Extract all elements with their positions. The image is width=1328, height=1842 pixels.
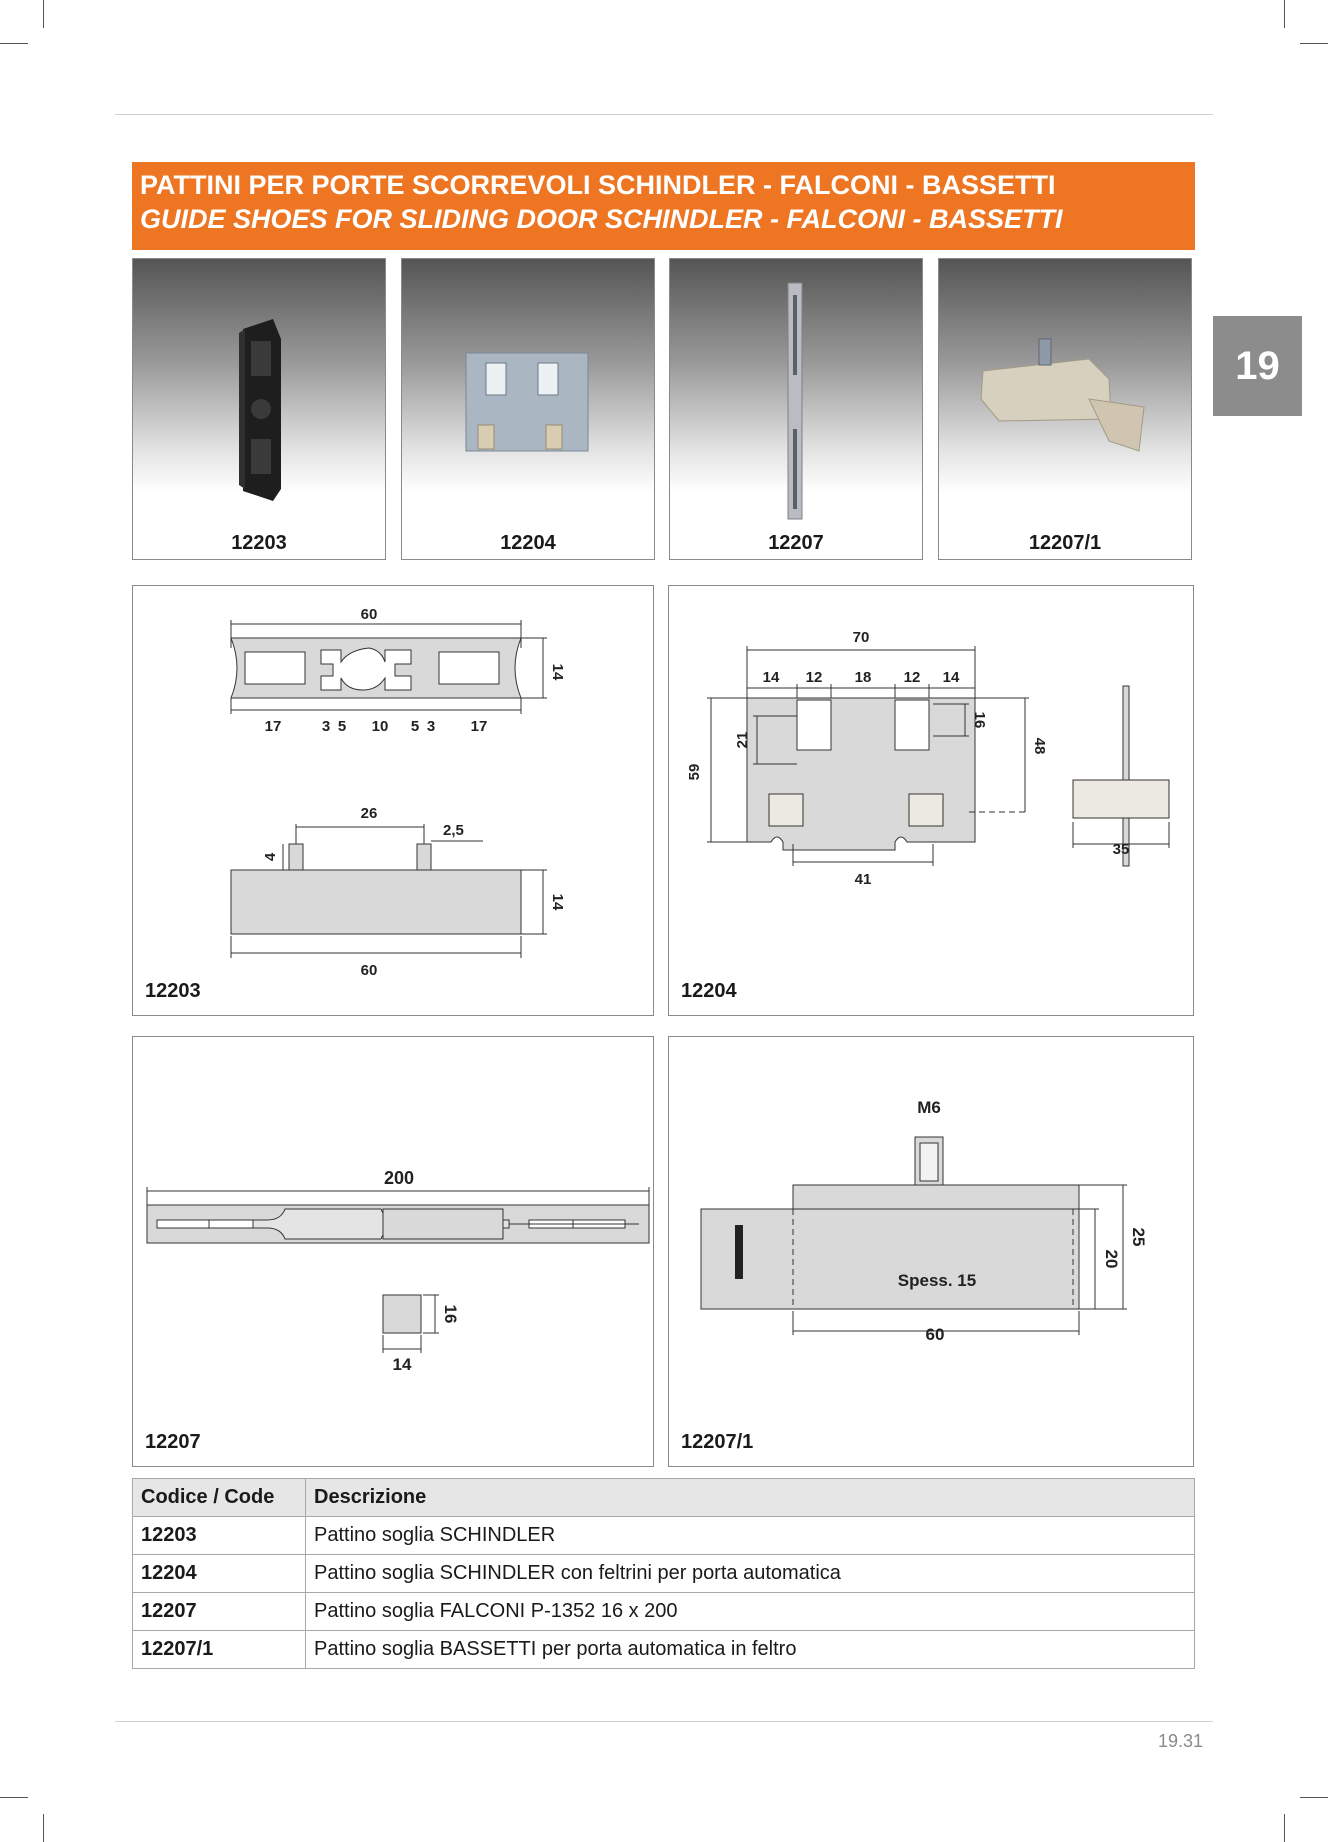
- title-italian: PATTINI PER PORTE SCORREVOLI SCHINDLER - FALCONI - BASSETTI: [140, 170, 1056, 200]
- dim-seg: 14: [762, 669, 780, 686]
- thickness-label: Spess. 15: [897, 1271, 977, 1290]
- dim-length: 200: [383, 1168, 415, 1188]
- dim-pin-spacing: 26: [360, 805, 378, 822]
- crop-mark: [1300, 1797, 1328, 1798]
- dim-window-height: 21: [734, 731, 751, 749]
- cell-description: Pattino soglia SCHINDLER con feltrini per porta automatica: [306, 1555, 1195, 1593]
- table-row: [133, 1555, 1195, 1593]
- drawing-code: 12203: [145, 980, 201, 1002]
- bottom-rule: [115, 1721, 1213, 1722]
- crop-mark: [1284, 0, 1285, 28]
- dim-seg: 12: [903, 669, 921, 686]
- section-tab: 19: [1213, 316, 1302, 416]
- photo-12207: [669, 258, 923, 560]
- dim-seg: 17: [264, 718, 282, 735]
- dim-pin-height: 4: [262, 852, 279, 862]
- dim-seg: 12: [805, 669, 823, 686]
- photo-caption: 12204: [500, 532, 556, 554]
- crop-mark: [1300, 43, 1328, 44]
- dim-side-height: 14: [549, 893, 566, 911]
- photo-12203: [132, 258, 386, 560]
- technical-drawing: [669, 586, 1195, 1017]
- page-header: [132, 162, 1195, 250]
- cell-description: Pattino soglia SCHINDLER: [306, 1517, 1195, 1555]
- dim-section-w: 14: [392, 1355, 412, 1374]
- photo-12207-1: [938, 258, 1192, 560]
- dim-width: 60: [360, 606, 378, 623]
- table-row: [133, 1631, 1195, 1669]
- crop-mark: [43, 1814, 44, 1842]
- table-row: [133, 1517, 1195, 1555]
- top-rule: [115, 114, 1213, 115]
- table-row: [133, 1593, 1195, 1631]
- technical-drawing: [133, 586, 655, 1017]
- dim-seg: 3: [426, 718, 436, 735]
- technical-drawing: [133, 1037, 655, 1468]
- drawing-12204: [668, 585, 1194, 1016]
- dim-base-width: 60: [925, 1325, 945, 1344]
- dim-section-h: 16: [441, 1304, 460, 1324]
- drawing-12207-1: [668, 1036, 1194, 1467]
- drawing-code: 12207: [145, 1431, 201, 1453]
- dim-seg: 5: [337, 718, 347, 735]
- crop-mark: [43, 0, 44, 28]
- dim-seg: 3: [321, 718, 331, 735]
- dim-seg: 17: [470, 718, 488, 735]
- dim-side-width: 60: [360, 962, 378, 979]
- cell-code: 12207/1: [133, 1631, 306, 1669]
- dim-seg: 10: [371, 718, 389, 735]
- page-number: 19.31: [1158, 1731, 1204, 1751]
- dim-window-side: 16: [971, 711, 988, 729]
- product-image: [133, 259, 387, 561]
- title-english: GUIDE SHOES FOR SLIDING DOOR SCHINDLER - FALCONI - BASSETTI: [140, 204, 1063, 234]
- cell-code: 12203: [133, 1517, 306, 1555]
- dim-height-total: 25: [1129, 1227, 1148, 1247]
- photo-12204: [401, 258, 655, 560]
- product-table: [132, 1478, 1195, 1669]
- drawing-code: 12207/1: [681, 1431, 754, 1453]
- crop-mark: [0, 43, 28, 44]
- crop-mark: [1284, 1814, 1285, 1842]
- technical-drawing: [669, 1037, 1195, 1468]
- drawing-12203: [132, 585, 654, 1016]
- drawing-code: 12204: [681, 980, 737, 1002]
- photo-caption: 12207/1: [1028, 532, 1102, 554]
- crop-mark: [0, 1797, 28, 1798]
- photo-caption: 12203: [231, 532, 287, 554]
- cell-code: 12207: [133, 1593, 306, 1631]
- dim-height-inner: 20: [1102, 1249, 1121, 1269]
- dim-seg: 18: [854, 669, 872, 686]
- dim-height-total: 59: [686, 763, 703, 781]
- cell-description: Pattino soglia FALCONI P-1352 16 x 200: [306, 1593, 1195, 1631]
- dim-pin-width: 2,5: [443, 822, 464, 839]
- header-description: Descrizione: [306, 1479, 1195, 1517]
- cell-code: 12204: [133, 1555, 306, 1593]
- table-header-row: [133, 1479, 1195, 1517]
- dim-width: 70: [852, 629, 870, 646]
- dim-seg: 14: [942, 669, 960, 686]
- product-image: [670, 259, 924, 561]
- dim-felt-spacing: 41: [854, 871, 872, 888]
- dim-felt-height: 48: [1031, 737, 1048, 755]
- product-image: [939, 259, 1193, 561]
- dim-seg: 5: [410, 718, 420, 735]
- dim-side-width: 35: [1112, 841, 1130, 858]
- cell-description: Pattino soglia BASSETTI per porta automatica in feltro: [306, 1631, 1195, 1669]
- dim-height: 14: [549, 663, 566, 681]
- product-image: [402, 259, 656, 561]
- thread-label: M6: [917, 1098, 941, 1117]
- header-code: Codice / Code: [133, 1479, 306, 1517]
- drawing-12207: [132, 1036, 654, 1467]
- photo-caption: 12207: [768, 532, 824, 554]
